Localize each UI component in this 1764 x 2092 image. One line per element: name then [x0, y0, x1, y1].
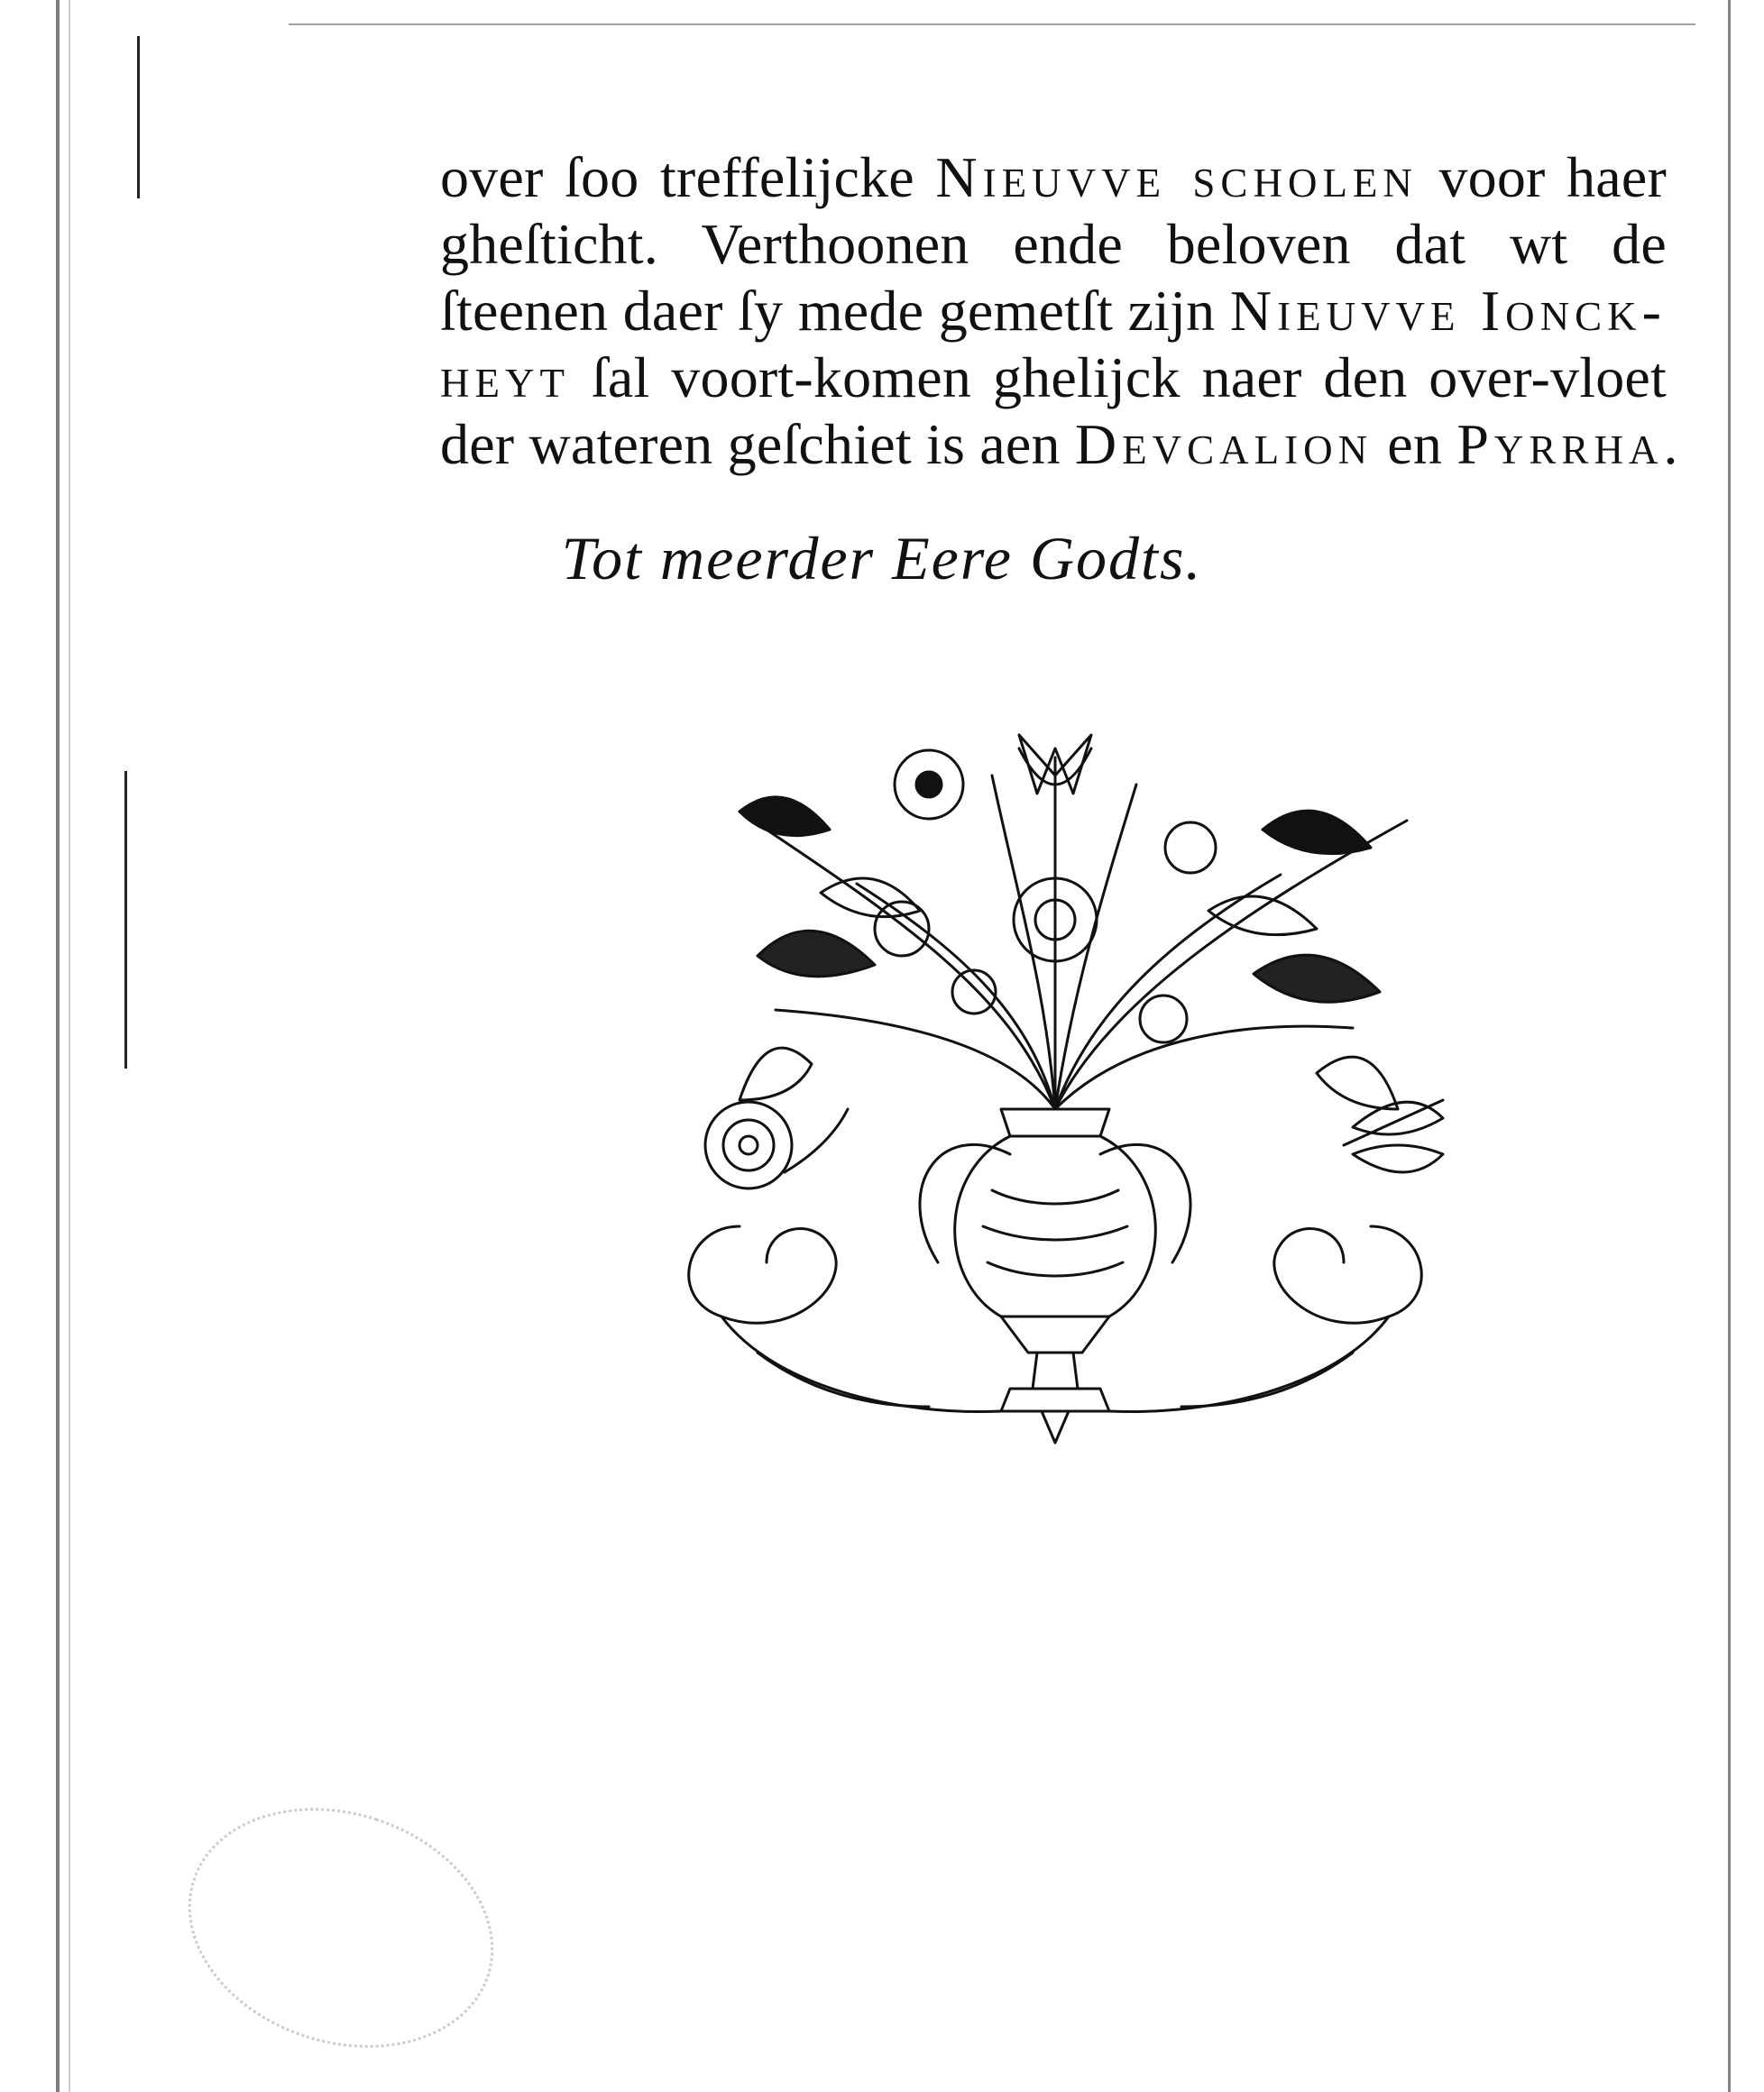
flower-vase-woodcut-icon — [631, 721, 1479, 1461]
page-edge-right — [1728, 0, 1731, 2092]
body-text — [440, 144, 1678, 478]
page-edge-top — [289, 23, 1695, 25]
text-line-3: ſteenen daer ſy mede gemetſt zijn Nieuvve Ionck- — [440, 279, 1667, 343]
text-line-2: gheſticht. Verthoonen ende beloven dat wt de — [440, 212, 1667, 276]
text-line-4: heyt ſal voort-komen ghelijck naer den over-vloet — [440, 345, 1667, 409]
gutter-mark-top — [137, 36, 140, 198]
page-edge-left-inner — [69, 0, 70, 2092]
small-caps-nieuvve-scholen: Nieuvve scholen — [935, 145, 1418, 209]
text-line-5: der wateren geſchiet is aen Devcalion en Pyrrha. — [440, 412, 1678, 476]
text-line-1: over ſoo treffelijcke Nieuvve scholen voor haer — [440, 145, 1668, 209]
motto: Tot meerder Eere Godts. — [561, 524, 1203, 592]
small-caps-devcalion: Devcalion — [1074, 412, 1374, 476]
gutter-mark — [124, 771, 127, 1069]
small-caps-heyt: heyt — [440, 345, 570, 409]
small-caps-pyrrha: Pyrrha — [1456, 412, 1664, 476]
page-edge-left — [56, 0, 60, 2092]
library-stamp — [157, 1770, 525, 2086]
small-caps-nieuvve-ionck: Nieuvve Ionck- — [1229, 279, 1667, 343]
